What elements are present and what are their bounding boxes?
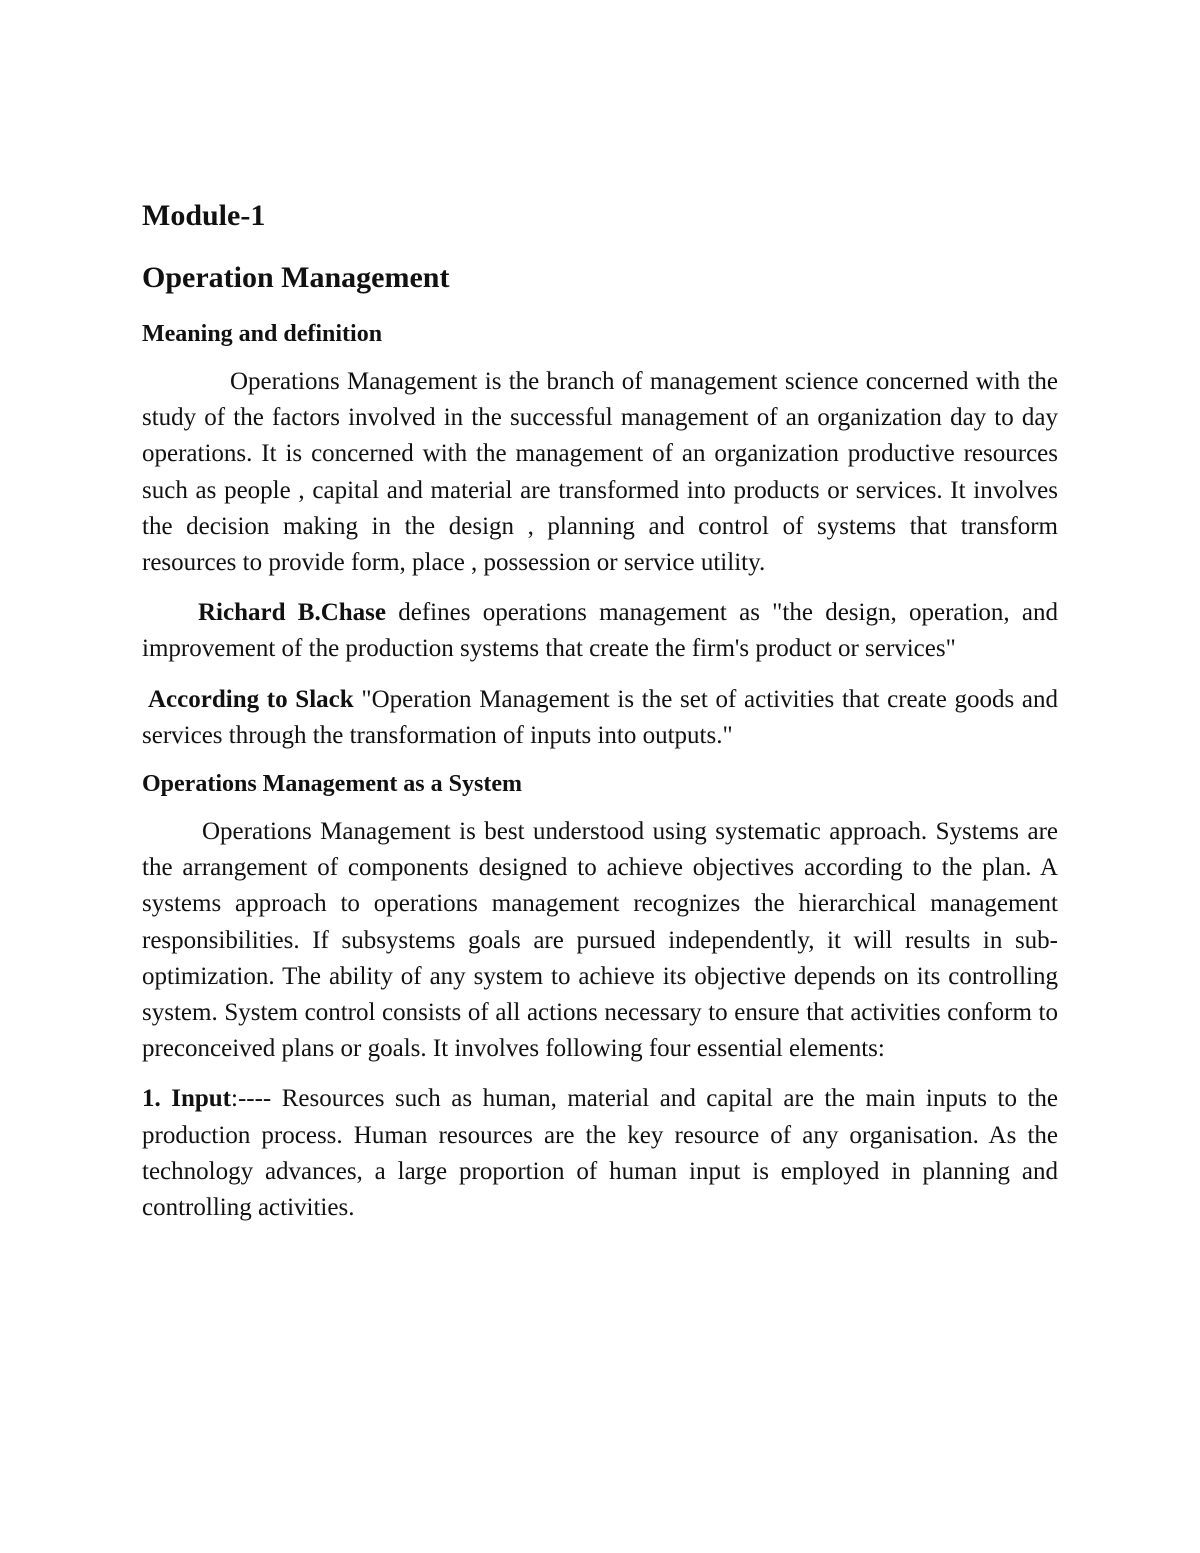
meaning-heading: Meaning and definition bbox=[142, 321, 383, 347]
system-heading: Operations Management as a System bbox=[142, 771, 522, 798]
input-label: 1. Input bbox=[142, 1085, 231, 1113]
chase-definition bbox=[142, 595, 1058, 667]
input-paragraph bbox=[142, 1081, 1058, 1226]
slack-definition bbox=[142, 682, 1058, 754]
slack-name: According to Slack bbox=[148, 685, 354, 713]
document-page bbox=[142, 196, 1058, 1226]
chase-definition-text: defines operations management as "the design, operation, and improvement of the production systems that create the firm's product or services" bbox=[142, 599, 1058, 663]
meaning-paragraph: Operations Management is the branch of management science concerned with the study of the factors involved in the successful management of an organization day to day operations. It is concerned with the management of an organization productive resources such as people , capital and material are transformed into products or services. It involves the decision making in the design , planning and control of systems that transform resources to provide form, place , possession or service utility. bbox=[142, 368, 1058, 577]
module-title: Module-1 bbox=[142, 199, 266, 232]
document-title: Operation Management bbox=[142, 261, 450, 294]
system-paragraph: Operations Management is best understood using systematic approach. Systems are the arrangement of components designed to achieve objectives according to the plan. A systems approach to operations management recognizes the hierarchical management responsibilities. If subsystems goals are pursued independently, it will results in sub-optimization. The ability of any system to achieve its objective depends on its controlling system. System control consists of all actions necessary to ensure that activities conform to preconceived plans or goals. It involves following four essential elements: bbox=[142, 818, 1058, 1063]
slack-definition-text: "Operation Management is the set of activities that create goods and services through the transformation of inputs into outputs." bbox=[142, 685, 1059, 749]
input-text: :---- Resources such as human, material and capital are the main inputs to the production process. Human resources are the key resource of any organisation. As the technology advances, a large proportion of human input is employed in planning and controlling activities. bbox=[142, 1085, 1058, 1222]
chase-name: Richard B.Chase bbox=[198, 599, 386, 627]
